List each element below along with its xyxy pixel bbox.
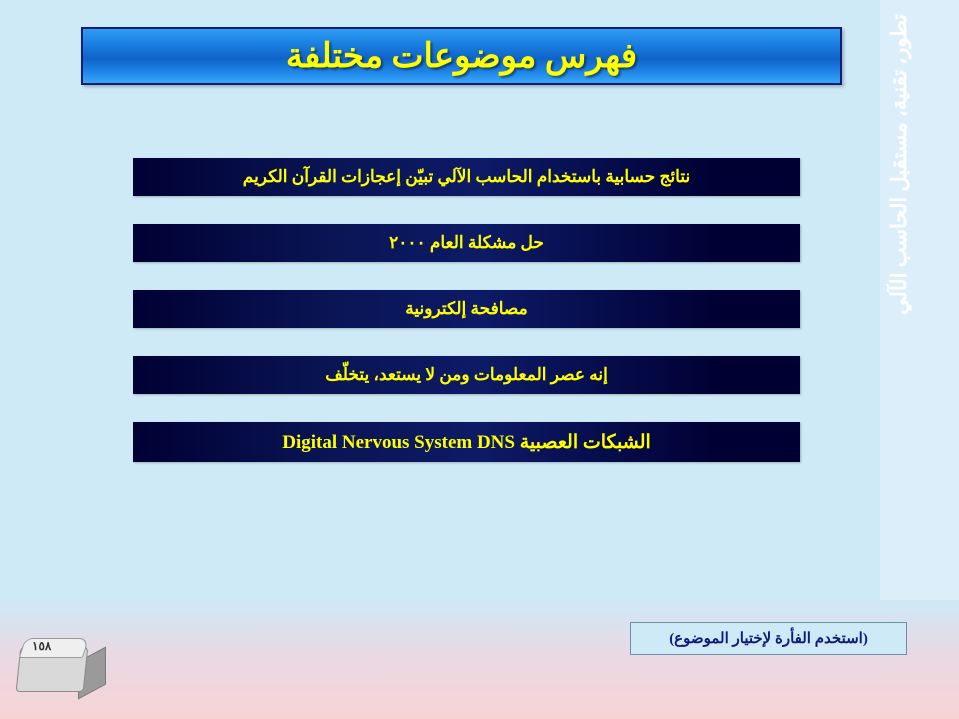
- topic-label: نتائج حسابية باستخدام الحاسب الآلي تبيّن إعجازات القرآن الكريم: [242, 167, 691, 186]
- instruction-note: [630, 622, 907, 655]
- topic-label: الشبكات العصبية Digital Nervous System DNS: [282, 431, 651, 453]
- bottom-gradient-band: [0, 600, 959, 719]
- topic-item-4[interactable]: [133, 356, 800, 394]
- computer-mouse-icon: [18, 628, 114, 700]
- vertical-side-title: تطور، تقنية، مستقبل الحاسب الآلي: [887, 14, 911, 316]
- instruction-note-text: (استخدم الفأرة لإختيار الموضوع): [669, 631, 868, 647]
- topic-label: حل مشكلة العام ٢٠٠٠: [389, 233, 544, 252]
- topic-item-1[interactable]: [133, 158, 800, 196]
- topic-label: مصافحة إلكترونية: [405, 299, 528, 318]
- topic-item-5[interactable]: [133, 422, 800, 462]
- page-title: فهرس موضوعات مختلفة: [285, 38, 638, 75]
- topic-item-3[interactable]: [133, 290, 800, 328]
- slide-title-banner: [81, 27, 842, 85]
- mouse-top-shape: [19, 638, 89, 658]
- topic-label: إنه عصر المعلومات ومن لا يستعد، يتخلّف: [325, 365, 608, 384]
- topic-item-2[interactable]: [133, 224, 800, 262]
- slide-number: ١٥٨: [32, 639, 52, 653]
- topic-list: [133, 158, 800, 490]
